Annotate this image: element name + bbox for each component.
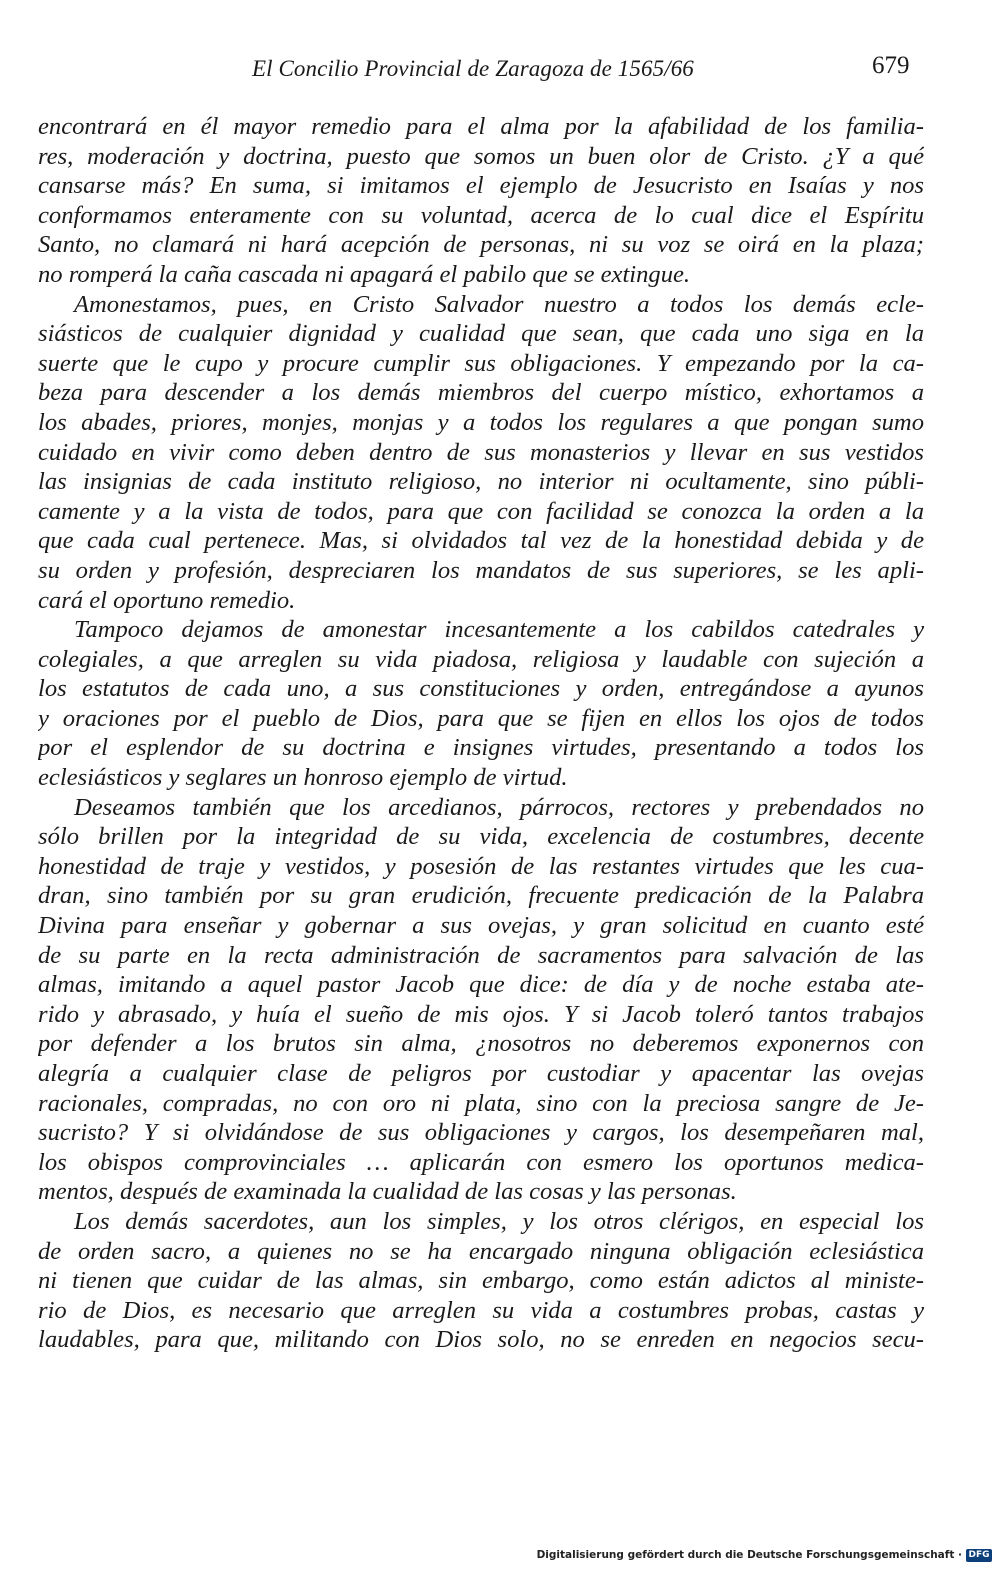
text-line: encontrará en él mayor remedio para el alma por la afabilidad de los familia- <box>38 113 924 140</box>
text-line: por el esplendor de su doctrina e insignes virtudes, presentando a todos los <box>38 734 924 762</box>
text-line: y oraciones por el pueblo de Dios, para que se fijen en ellos los ojos de todos <box>38 704 924 732</box>
paragraph-start-line: Los demás sacerdotes, aun los simples, y los otros clérigos, en especial los <box>74 1207 924 1235</box>
digitization-credit: Digitalisierung gefördert durch die Deutsche Forschungsgemeinschaft · <box>536 1549 962 1561</box>
text-line: Santo, no clamará ni hará acepción de personas, ni su voz se oirá en la plaza; <box>38 231 924 259</box>
text-line: por defender a los brutos sin alma, ¿nosotros no deberemos exponernos con <box>38 1030 924 1058</box>
text-line: racionales, compradas, no con oro ni plata, sino con la preciosa sangre de Je- <box>38 1089 924 1117</box>
paragraph-start-line: Amonestamos, pues, en Cristo Salvador nuestro a todos los demás ecle- <box>74 290 924 318</box>
text-line: rio de Dios, es necesario que arreglen su vida a costumbres probas, castas y <box>38 1296 924 1324</box>
text-line: que cada cual pertenece. Mas, si olvidados tal vez de la honestidad debida y de <box>38 527 924 555</box>
running-title: El Concilio Provincial de Zaragoza de 1565/66 <box>252 56 694 81</box>
text-line: honestidad de traje y vestidos, y posesión de las restantes virtudes que les cua- <box>38 852 924 880</box>
text-line: cansarse más? En suma, si imitamos el ejemplo de Jesucristo en Isaías y nos <box>38 172 924 200</box>
text-line: los obispos comprovinciales … aplicarán con esmero los oportunos medica- <box>38 1148 924 1176</box>
text-line: dran, sino también por su gran erudición, frecuente predicación de la Palabra <box>38 882 924 910</box>
text-line: sólo brillen por la integridad de su vida, excelencia de costumbres, decente <box>38 823 924 851</box>
text-line: las insignias de cada instituto religioso, no interior ni ocultamente, sino públi- <box>38 468 924 496</box>
text-line: suerte que le cupo y procure cumplir sus obligaciones. Y empezando por la ca- <box>38 349 924 377</box>
text-line: conformamos enteramente con su voluntad, acerca de lo cual dice el Espíritu <box>38 201 924 229</box>
text-line: colegiales, a que arreglen su vida piadosa, religiosa y laudable con sujeción a <box>38 645 924 673</box>
text-line: Divina para enseñar y gobernar a sus ovejas, y gran solicitud en cuanto esté <box>38 912 924 940</box>
text-line: su orden y profesión, despreciaren los mandatos de sus superiores, se les apli- <box>38 556 924 584</box>
text-line: rido y abrasado, y huía el sueño de mis ojos. Y si Jacob toleró tantos trabajos <box>38 1000 924 1028</box>
text-line: cará el oportuno remedio. <box>38 586 296 614</box>
text-line: los abades, priores, monjes, monjas y a todos los regulares a que pongan sumo <box>38 408 924 436</box>
text-line: res, moderación y doctrina, puesto que somos un buen olor de Cristo. ¿Y a qué <box>38 142 924 170</box>
body-text <box>38 112 924 1355</box>
page-header <box>0 48 1000 88</box>
paragraph-start-line: Deseamos también que los arcedianos, párrocos, rectores y prebendados no <box>74 793 924 821</box>
text-line: de orden sacro, a quienes no se ha encargado ninguna obligación eclesiástica <box>38 1237 924 1265</box>
text-line: beza para descender a los demás miembros del cuerpo místico, exhortamos a <box>38 379 924 407</box>
page-number: 679 <box>872 52 910 79</box>
text-line: de su parte en la recta administración de sacramentos para salvación de las <box>38 941 924 969</box>
text-line: no romperá la caña cascada ni apagará el pabilo que se extingue. <box>38 260 691 288</box>
dfg-logo-badge: DFG <box>966 1549 992 1562</box>
text-line: eclesiásticos y seglares un honroso ejemplo de virtud. <box>38 764 568 792</box>
text-line: sucristo? Y si olvidándose de sus obligaciones y cargos, los desempeñaren mal, <box>38 1119 924 1147</box>
paragraph-start-line: Tampoco dejamos de amonestar incesantemente a los cabildos catedrales y <box>74 616 924 644</box>
text-line: siásticos de cualquier dignidad y cualidad que sean, que cada uno siga en la <box>38 320 924 348</box>
text-line: laudables, para que, militando con Dios solo, no se enreden en negocios secu- <box>38 1326 924 1354</box>
text-line: ni tienen que cuidar de las almas, sin embargo, como están adictos al ministe- <box>38 1267 924 1295</box>
text-line: cuidado en vivir como deben dentro de sus monasterios y llevar en sus vestidos <box>38 438 924 466</box>
text-line: los estatutos de cada uno, a sus constituciones y orden, entregándose a ayunos <box>38 675 924 703</box>
text-line: mentos, después de examinada la cualidad de las cosas y las personas. <box>38 1178 737 1206</box>
text-line: camente y a la vista de todos, para que con facilidad se conozca la orden a la <box>38 497 924 525</box>
text-line: almas, imitando a aquel pastor Jacob que dice: de día y de noche estaba ate- <box>38 971 924 999</box>
text-line: alegría a cualquier clase de peligros por custodiar y apacentar las ovejas <box>38 1060 924 1087</box>
